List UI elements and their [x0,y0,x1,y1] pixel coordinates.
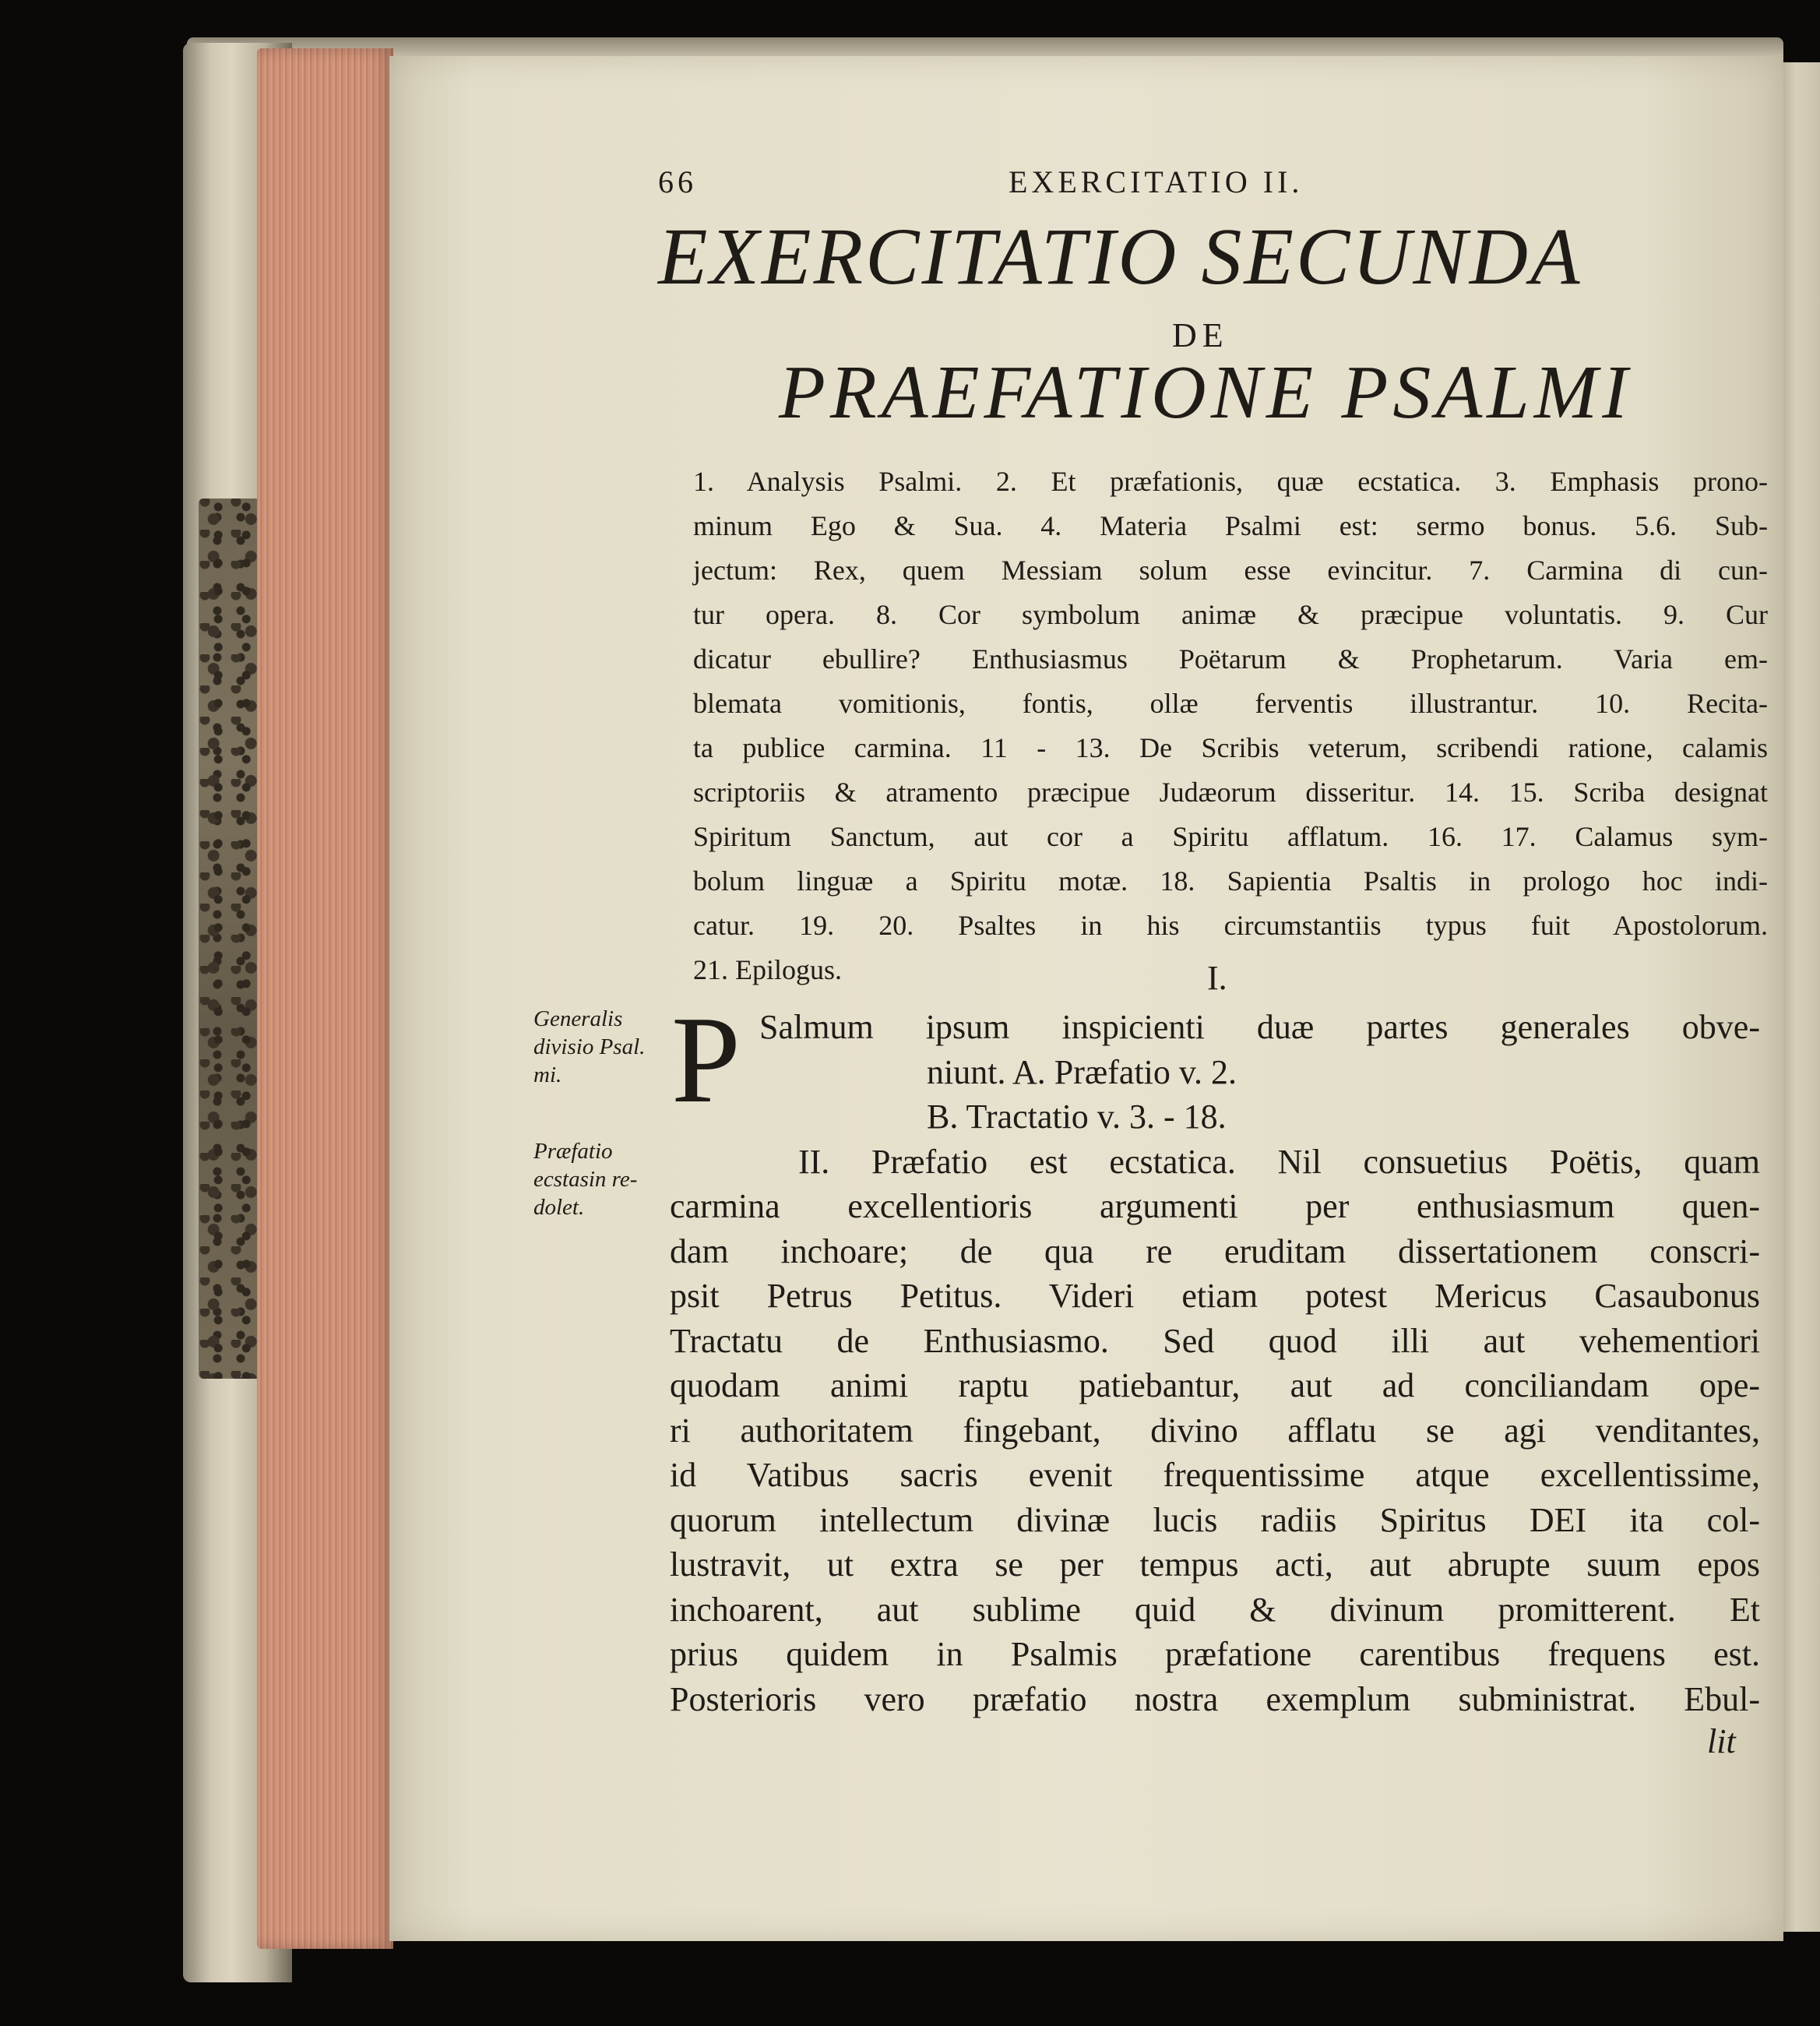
body-line: Salmum ipsum inspicienti duæ partes generales obve- [759,1008,1760,1046]
section-numeral: I. [1207,959,1227,997]
body-line: II. Præfatio est ecstatica. Nil consuetius Poëtis, quam [798,1142,1760,1181]
summary-line: scriptoriis & atramento præcipue Judæorum disseritur. 14. 15. Scriba designat [693,777,1768,808]
body-text [670,1005,1760,1721]
summary-line: 21. Epilogus. [693,954,843,985]
body-line: quorum intellectum divinæ lucis radiis Spiritus DEI ita col- [670,1500,1760,1539]
margin-note-line: dolet. [533,1195,585,1220]
body-line: inchoarent, aut sublime quid & divinum promitterent. Et [670,1590,1760,1629]
page-edges [257,48,393,1949]
body-line: lustravit, ut extra se per tempus acti, aut abrupte suum epos [670,1545,1760,1584]
body-line: ri authoritatem fingebant, divino afflatu se agi venditantes, [670,1411,1760,1450]
summary-line: tur opera. 8. Cor symbolum animæ & præcipue voluntatis. 9. Cur [693,599,1768,630]
margin-note-line: Præfatio [533,1139,613,1164]
chapter-summary [693,460,1768,992]
margin-note-line: mi. [533,1062,562,1087]
running-title: EXERCITATIO II. [1009,164,1304,199]
binding-spine-patch [199,499,261,1379]
summary-line: ta publice carmina. 11 - 13. De Scribis veterum, scribendi ratione, calamis [693,732,1768,763]
chapter-subtitle: PRAEFATIONE PSALMI [779,351,1633,435]
body-line: dam inchoare; de qua re eruditam dissertationem conscri- [670,1231,1760,1270]
body-line: niunt. A. Præfatio v. 2. [927,1052,1237,1091]
body-line: Tractatu de Enthusiasmo. Sed quod illi aut vehementiori [670,1321,1760,1360]
margin-note-division [533,1005,645,1089]
chapter-title: EXERCITATIO SECUNDA [658,212,1582,301]
summary-line: blemata vomitionis, fontis, ollæ ferventis illustrantur. 10. Recita- [693,688,1768,719]
chapter-title-de: DE [1172,316,1229,354]
body-line: quodam animi raptu patiebantur, aut ad conciliandam ope- [670,1366,1760,1404]
margin-note-ecstasy [533,1137,637,1221]
margin-note-line: Generalis [533,1006,623,1031]
summary-line: Spiritum Sanctum, aut cor a Spiritu afflatum. 16. 17. Calamus sym- [693,821,1768,852]
body-line: Posterioris vero præfatio nostra exemplum subministrat. Ebul- [670,1679,1760,1718]
page-number: 66 [658,164,697,199]
summary-line: catur. 19. 20. Psaltes in his circumstantiis typus fuit Apostolorum. [693,910,1768,941]
summary-line: bolum linguæ a Spiritu motæ. 18. Sapientia Psaltis in prologo hoc indi- [693,865,1768,897]
summary-line: dicatur ebullire? Enthusiasmus Poëtarum & Prophetarum. Varia em- [693,643,1768,675]
margin-note-line: divisio Psal. [533,1034,646,1059]
body-line: prius quidem in Psalmis præfatione carentibus frequens est. [670,1635,1760,1673]
body-line: B. Tractatio v. 3. - 18. [927,1098,1227,1136]
summary-line: jectum: Rex, quem Messiam solum esse evincitur. 7. Carmina di cun- [693,555,1768,586]
body-line: psit Petrus Petitus. Videri etiam potest Mericus Casaubonus [670,1277,1760,1315]
body-line: id Vatibus sacris evenit frequentissime atque excellentissime, [670,1456,1760,1494]
facing-page-edge [1780,62,1820,1932]
margin-note-line: ecstasin re- [533,1167,638,1192]
catchword: lit [1707,1722,1736,1760]
body-line: carmina excellentioris argumenti per enthusiasmum quen- [670,1187,1760,1225]
summary-line: minum Ego & Sua. 4. Materia Psalmi est: sermo bonus. 5.6. Sub- [693,510,1768,541]
summary-line: 1. Analysis Psalmi. 2. Et præfationis, quæ ecstatica. 3. Emphasis prono- [693,466,1768,497]
drop-cap: P [671,990,741,1129]
